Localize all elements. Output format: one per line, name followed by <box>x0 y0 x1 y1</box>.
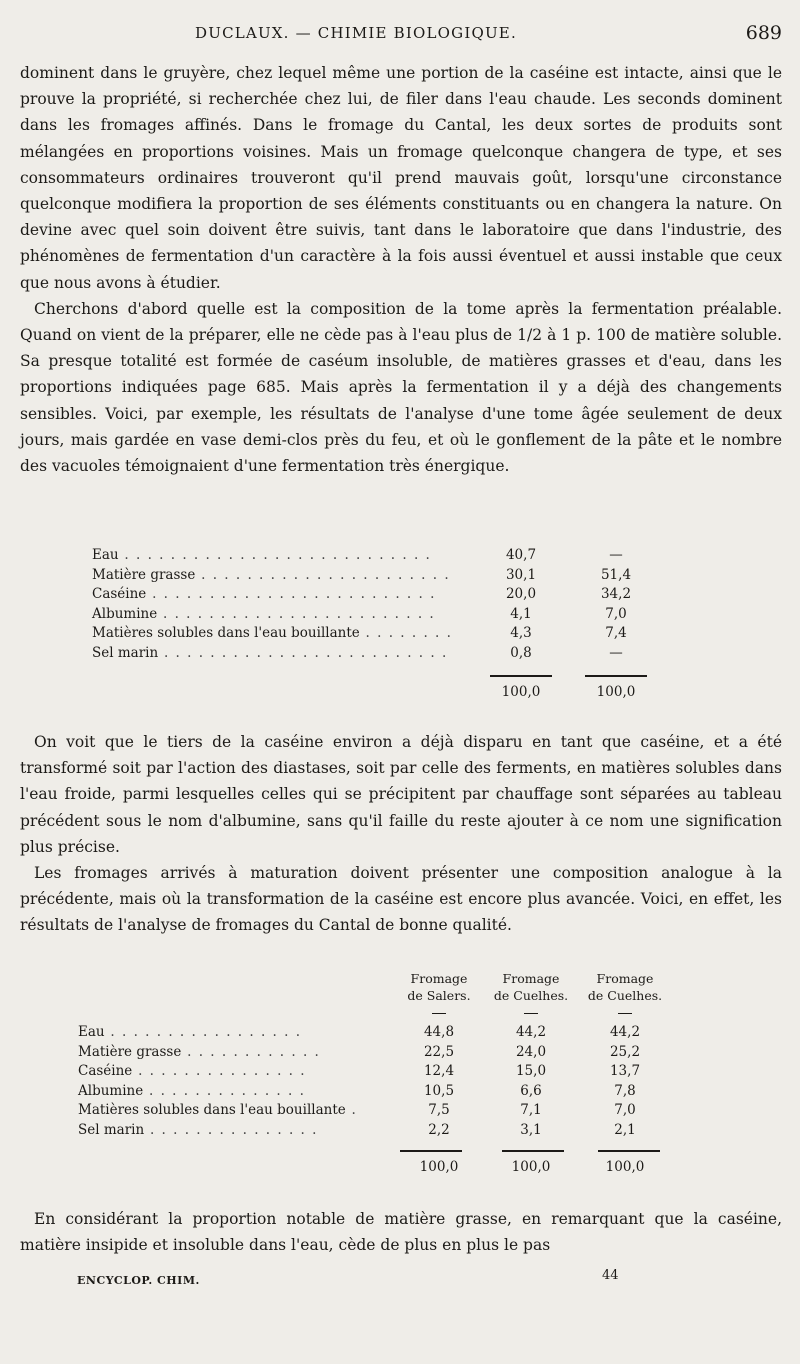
row-label: Albumine <box>78 1082 144 1099</box>
running-title: DUCLAUX. — CHIMIE BIOLOGIQUE. <box>195 24 517 42</box>
table-total-row <box>78 1159 688 1179</box>
paragraph-2: Cherchons d'abord quelle est la composition de la tome après la fermentation préalable. Quand on vient de la préparer, elle ne cède pas à l'eau plus de 1/2 à 1 p. 100 de matière soluble. Sa presque totalité est formée de caséum insoluble, de matières grasses et d'eau, dans les proportions indiquées page 685. Mais après la fermentation il y a déjà des changements sensibles. Voici, par exemple, les résultats de l'analyse d'une tome âgée seulement de deux jours, mais gardée en vase demi-clos près du feu, et où le gonflement de la pâte et le nombre des vacuoles témoignaient d'une fermentation très énergique. <box>20 299 782 476</box>
composition-table-tome <box>92 547 652 700</box>
cell-value: 44,2 <box>609 1024 641 1040</box>
row-label: Matières solubles dans l'eau bouillante <box>92 625 360 641</box>
row-label: Sel marin <box>92 644 159 661</box>
cell-value: 44,8 <box>423 1024 455 1040</box>
cell-value: 13,7 <box>609 1063 641 1079</box>
cell-value: 7,5 <box>428 1102 450 1118</box>
cell-value: 2,1 <box>614 1121 636 1138</box>
total-rule <box>598 1150 660 1152</box>
text-block-top <box>20 60 782 479</box>
row-label: Matières solubles dans l'eau bouillante <box>78 1102 346 1118</box>
cell-value: 30,1 <box>505 566 537 583</box>
row-label: Eau <box>92 547 119 563</box>
cell-value: 44,2 <box>515 1024 547 1040</box>
page-number: 689 <box>745 22 782 44</box>
total-rule <box>502 1150 564 1152</box>
cell-value: — <box>609 547 623 563</box>
table-body <box>78 1024 688 1141</box>
paragraph-5: En considérant la proportion notable de matière grasse, en remarquant que la caséine, matière insipide et insoluble dans l'eau, cède de plus en plus le pas <box>20 1210 782 1255</box>
cell-value: 4,3 <box>510 625 532 641</box>
table-row: Sel marin . . . . . . . . . . . . . . . 2,2 3,1 2,1 <box>78 1122 688 1142</box>
table-row: Albumine . . . . . . . . . . . . . . 10,5 6,6 7,8 <box>78 1083 688 1103</box>
total-value: 100,0 <box>419 1159 459 1175</box>
column-header: Fromage de Cuelhes. <box>587 971 663 1003</box>
table-row: Matière grasse . . . . . . . . . . . . . . . . . . . . . . 30,1 51,4 <box>92 567 652 587</box>
cell-value: 10,5 <box>423 1082 455 1099</box>
cell-value: 40,7 <box>505 547 537 563</box>
table-row: Eau . . . . . . . . . . . . . . . . . 44,8 44,2 44,2 <box>78 1024 688 1044</box>
row-label: Matière grasse <box>78 1043 182 1060</box>
cell-value: 2,2 <box>428 1121 450 1138</box>
total-value: 100,0 <box>605 1159 645 1175</box>
signature-mark: 44 <box>602 1268 619 1283</box>
text-block-bottom <box>20 1206 782 1258</box>
cell-value: 34,2 <box>600 586 632 602</box>
paragraph-4: Les fromages arrivés à maturation doivent présenter une composition analogue à la précédente, mais où la transformation de la caséine est encore plus avancée. Voici, en effet, les résultats de l'analyse de fromages du Cantal de bonne qualité. <box>20 864 782 935</box>
row-label: Matière grasse <box>92 566 196 583</box>
cell-value: 51,4 <box>600 566 632 583</box>
total-rule <box>585 675 647 677</box>
table-row: Matière grasse . . . . . . . . . . . . 22,5 24,0 25,2 <box>78 1044 688 1064</box>
row-label: Eau <box>78 1024 105 1040</box>
row-label: Sel marin <box>78 1121 145 1138</box>
cell-value: 7,0 <box>614 1102 636 1118</box>
cell-value: 15,0 <box>515 1063 547 1079</box>
cell-value: 12,4 <box>423 1063 455 1079</box>
cell-value: 0,8 <box>510 644 532 661</box>
table-row: Caséine . . . . . . . . . . . . . . . 12,4 15,0 13,7 <box>78 1063 688 1083</box>
table-row: Matières solubles dans l'eau bouillante . 7,5 7,1 7,0 <box>78 1102 688 1122</box>
table-row: Matières solubles dans l'eau bouillante . . . . . . . . 4,3 7,4 <box>92 625 652 645</box>
cell-value: 22,5 <box>423 1043 455 1060</box>
cell-value: 7,0 <box>605 605 627 622</box>
cell-value: 24,0 <box>515 1043 547 1060</box>
table-total-row <box>92 684 652 704</box>
table-row: Albumine . . . . . . . . . . . . . . . . . . . . . . . . 4,1 7,0 <box>92 606 652 626</box>
total-value: 100,0 <box>511 1159 551 1175</box>
text-block-middle <box>20 729 782 939</box>
header-dash <box>524 1013 538 1014</box>
paragraph-3: On voit que le tiers de la caséine environ a déjà disparu en tant que caséine, et a été transformé soit par l'action des diastases, soit par celle des ferments, en matières solubles dans l'eau froide, parmi lesquelles celles qui se précipitent par chauffage sont séparées au tableau précédent sous le nom d'albumine, sans qu'il faille du reste ajouter à ce nom une signification plus précise. <box>20 733 782 856</box>
cell-value: 25,2 <box>609 1043 641 1060</box>
cell-value: 6,6 <box>520 1082 542 1099</box>
cell-value: 7,1 <box>520 1102 542 1118</box>
cell-value: 3,1 <box>520 1121 542 1138</box>
header-dash <box>432 1013 446 1014</box>
cell-value: 20,0 <box>505 586 537 602</box>
footer-title: ENCYCLOP. CHIM. <box>77 1274 200 1287</box>
row-label: Caséine <box>92 586 147 602</box>
paragraph-1: dominent dans le gruyère, chez lequel même une portion de la caséine est intacte, ainsi que le prouve la propriété, si recherchée chez lui, de filer dans l'eau chaude. Les seconds dominent dans les fromages affinés. Dans le fromage du Cantal, les deux sortes de produits sont mélangées en proportions voisines. Mais un fromage quelconque changera de type, et ses consommateurs ordinaires trouveront qu'il prend mauvais goût, lorsqu'une circonstance quelconque modifiera la proportion de ses éléments constituants ou en changera la nature. On devine avec quel soin doivent être suivis, tant dans le laboratoire que dans l'industrie, des phénomènes de fermentation d'un caractère à la fois aussi éventuel et aussi instable que ceux que nous avons à étudier. <box>20 64 782 292</box>
cell-value: 7,8 <box>614 1082 636 1099</box>
column-header: Fromage de Salers. <box>407 971 471 1003</box>
cell-value: 4,1 <box>510 605 532 622</box>
row-label: Caséine <box>78 1063 133 1079</box>
cell-value: — <box>609 644 623 661</box>
total-rule <box>490 675 552 677</box>
header-dash <box>618 1013 632 1014</box>
row-label: Albumine <box>92 605 158 622</box>
table-row: Sel marin . . . . . . . . . . . . . . . . . . . . . . . . . 0,8 — <box>92 645 652 665</box>
total-value: 100,0 <box>501 684 541 700</box>
table-row: Caséine . . . . . . . . . . . . . . . . . . . . . . . . . 20,0 34,2 <box>92 586 652 606</box>
table-row: Eau . . . . . . . . . . . . . . . . . . . . . . . . . . . 40,7 — <box>92 547 652 567</box>
running-header <box>20 22 782 50</box>
cell-value: 7,4 <box>605 625 627 641</box>
column-header: Fromage de Cuelhes. <box>493 971 569 1003</box>
total-value: 100,0 <box>596 684 636 700</box>
total-rule <box>400 1150 462 1152</box>
